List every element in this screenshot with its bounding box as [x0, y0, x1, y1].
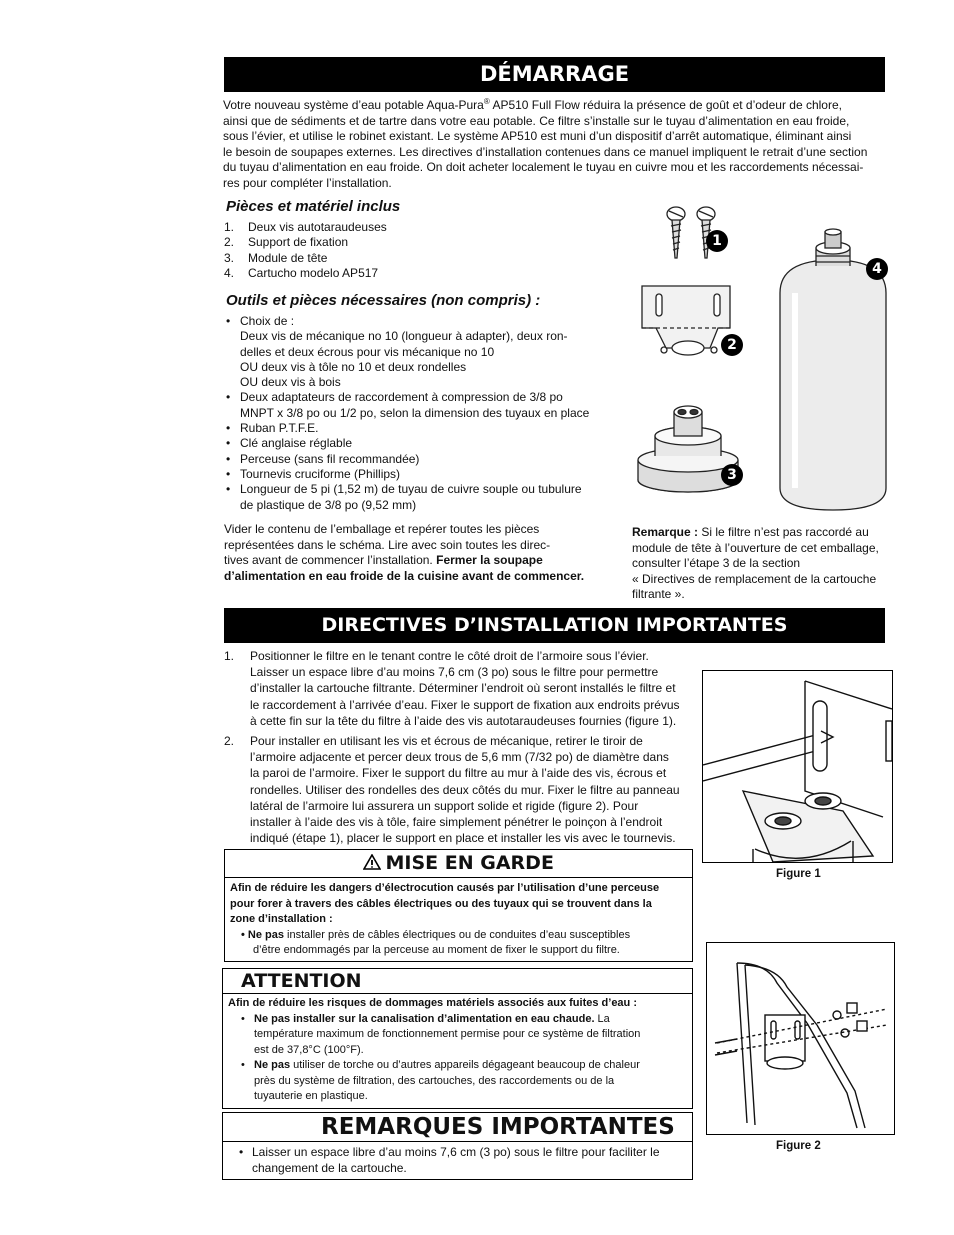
caution-body: Afin de réduire les risques de dommages matériels associés aux fuites d’eau : • Ne pas installer sur la canalisation d’alimentation en eau chaude. La température maximum de fonctionnement permise pour ce système de filtration est de 37,8°C (100°F). • Ne pas utiliser de torche ou d’autres appareils dégageant beaucoup de chaleur près du système de filtration, des cartouches, des raccordements ou de la tuyauterie en plastique. — [228, 997, 641, 1102]
unpack-paragraph: Vider le contenu de l’emballage et repérer toutes les pièces représentées dans le schéma. Lire avec soin toutes les direc- tives avant de commencer l’installation. Fermer la soupape d’alimentation en eau froide de la cuisine avant de commencer. — [224, 522, 585, 583]
notes-body: • Laisser un espace libre d’au moins 7,6 cm (3 po) sous le filtre pour faciliter le changement de la cartouche. — [239, 1145, 660, 1175]
warning-header — [225, 850, 692, 878]
section-banner-directives — [224, 608, 885, 643]
parts-list — [224, 220, 584, 281]
notes-box — [222, 1112, 693, 1180]
list-item: • Ruban P.T.F.E. — [224, 421, 614, 436]
remark-note: Remarque : Si le filtre n’est pas raccordé au module de tête à l’ouverture de cet emballage, consulter l’étape 3 de la section « Directives de remplacement de la cartouche filtrante ». — [632, 525, 879, 601]
list-item: • Longueur de 5 pi (1,52 m) de tuyau de cuivre souple ou tubulure de plastique de 3/8 po (9,52 mm) — [224, 482, 614, 513]
part-badge-1: 1 — [706, 230, 728, 252]
warning-title: MISE EN GARDE — [385, 852, 554, 874]
list-item: 3. Module de tête — [224, 250, 328, 265]
tools-heading: Outils et pièces nécessaires (non compris) : — [226, 292, 541, 309]
list-item: 2. Pour installer en utilisant les vis et écrous de mécanique, retirer le tiroir de l’armoire adjacente et percer deux trous de 5,6 mm (7/32 po) de diamètre dans la paroi de l’armoire. Fixer le support du filtre au mur à l’aide des vis, écrous et rondelles. Utiliser des rondelles des deux côtés du mur. Fixer le filtre au panneau latéral de l’armoire lui assurera un support solide et rigide (figure 2). Pour installer à l’aide des vis à tôle, faire simplement pénétrer le poinçon à l’endroit indiqué (étape 1), placer le support en place et installer les vis avec le tournevis. — [224, 734, 680, 846]
notes-title: REMARQUES IMPORTANTES — [321, 1114, 675, 1140]
figure-2-caption: Figure 2 — [776, 1140, 821, 1152]
directives-list — [224, 648, 704, 850]
screw-icon — [667, 207, 715, 258]
warning-box — [224, 849, 693, 962]
list-item: • Deux adaptateurs de raccordement à compression de 3/8 po MNPT x 3/8 po ou 1/2 po, selon la dimension des tuyaux en place — [224, 390, 614, 421]
notes-header — [223, 1113, 692, 1142]
figure-1-drawing — [703, 671, 892, 862]
caution-title: ATTENTION — [241, 970, 362, 992]
figure-2-drawing — [707, 943, 894, 1134]
part-badge-4: 4 — [866, 258, 888, 280]
caution-header — [223, 969, 692, 994]
parts-illustration — [630, 198, 900, 518]
tools-list — [224, 314, 614, 513]
caution-box — [222, 968, 693, 1109]
warning-triangle-icon — [363, 854, 381, 870]
list-item: 4. Cartucho modelo AP517 — [224, 265, 379, 280]
section-title-directives: DIRECTIVES D’INSTALLATION IMPORTANTES — [321, 614, 788, 636]
list-item: • Choix de : Deux vis de mécanique no 10 (longueur à adapter), deux ron- delles et deux écrous pour vis mécanique no 10 OU deux vis à tôle no 10 et deux rondelles OU deux vis à bois — [224, 314, 614, 390]
intro-paragraph: Votre nouveau système d’eau potable Aqua-Pura® AP510 Full Flow réduira la présence de goût et d’odeur de chlore, ainsi que de sédiments et de tartre dans votre eau potable. Ce filtre s’installe sur le tuyau d’alimentation en eau froide, sous l’évier, et utilise le robinet existant. Le système AP510 est muni d’un dispositif d’arrêt automatique, éliminant ainsi le besoin de soupapes externes. Les directives d’installation contenues dans ce manuel impliquent le retrait d’une section du tuyau d’alimentation en eau froide. On doit acheter localement le tuyau en cuivre mou et les raccordements nécessai- res pour compléter l’installation. — [223, 97, 868, 190]
bracket-icon — [642, 286, 730, 355]
figure-1-caption: Figure 1 — [776, 868, 821, 880]
section-banner-demarrage — [224, 57, 885, 92]
list-item: • Tournevis cruciforme (Phillips) — [224, 467, 614, 482]
list-item: 1. Positionner le filtre en le tenant contre le côté droit de l’armoire sous l’évier. Laisser un espace libre d’au moins 7,6 cm (3 po) sous le filtre pour permettre d’installer la cartouche filtrante. Déterminer l’endroit où seront installés le filtre et le raccordement à l’arrivée d’eau. Fixer le support de fixation aux endroits prévus à cette fin sur la tête du filtre à l’aide des vis autotaraudeuses fournies (figure 1). — [224, 649, 680, 728]
part-badge-2: 2 — [721, 334, 743, 356]
list-item: 1. Deux vis autotaraudeuses — [224, 220, 387, 234]
warning-body: Afin de réduire les dangers d’électrocution causés par l’utilisation d’une perceuse pour forer à travers des câbles électriques ou des tuyaux qui se trouvent dans la zone d’installation : • Ne pas installer près de câbles électriques ou de conduites d’eau susceptibles d’être endommagés par la perceuse au moment de fixer le support du filtre. — [230, 882, 660, 956]
figure-2 — [706, 942, 895, 1135]
part-badge-3: 3 — [721, 464, 743, 486]
list-item: • Clé anglaise réglable — [224, 436, 614, 451]
section-title-demarrage: DÉMARRAGE — [479, 62, 630, 86]
list-item: • Perceuse (sans fil recommandée) — [224, 452, 614, 467]
figure-1 — [702, 670, 893, 863]
list-item: 2. Support de fixation — [224, 235, 349, 250]
parts-heading: Pièces et matériel inclus — [226, 198, 401, 215]
